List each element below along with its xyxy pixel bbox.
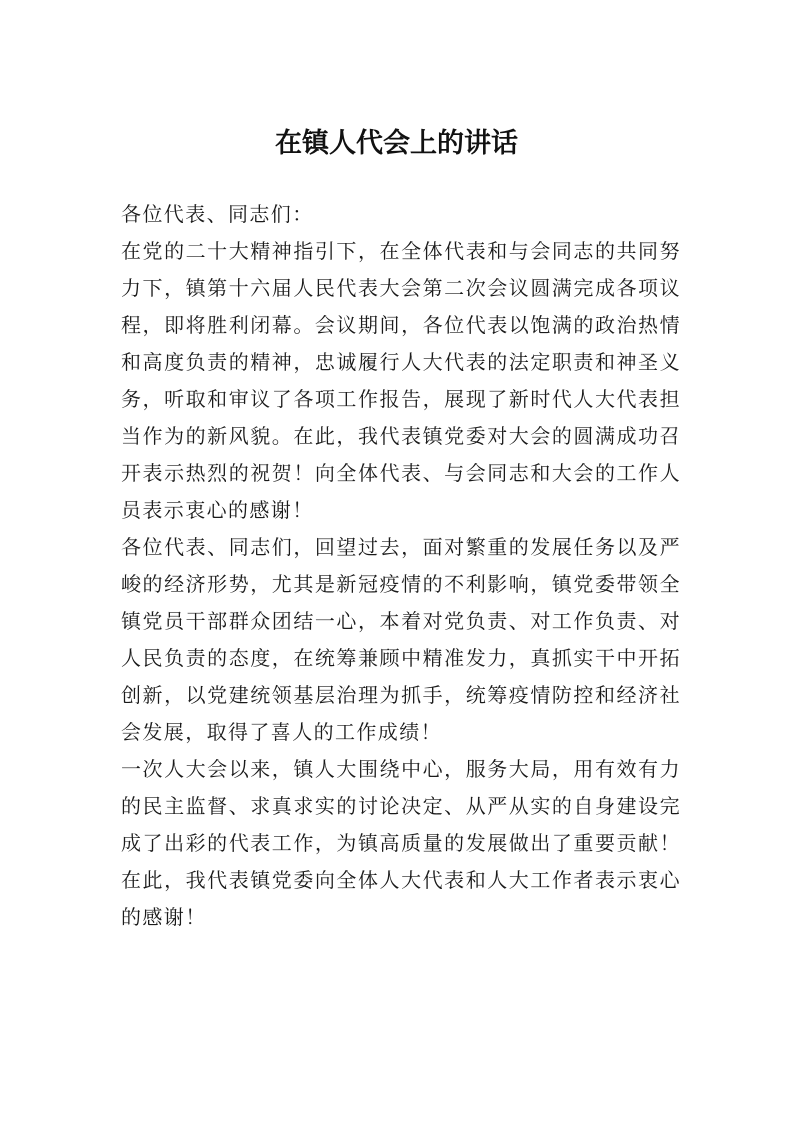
- body-paragraph: 各位代表、同志们，回望过去，面对繁重的发展任务以及严峻的经济形势，尤其是新冠疫情的不利影响，镇党委带领全镇党员干部群众团结一心，本着对党负责、对工作负责、对人民负责的态度，在统筹兼顾中精准发力，真抓实干中开拓创新，以党建统领基层治理为抓手，统筹疫情防控和经济社会发展，取得了喜人的工作成绩！: [121, 535, 681, 744]
- body-paragraph: 一次人大会以来，镇人大围绕中心，服务大局，用有效有力的民主监督、求真求实的讨论决定、从严从实的自身建设完成了出彩的代表工作，为镇高质量的发展做出了重要贡献！在此，我代表镇党委向全体人大代表和人大工作者表示衷心的感谢！: [121, 757, 681, 929]
- body-paragraph: 在党的二十大精神指引下，在全体代表和与会同志的共同努力下，镇第十六届人民代表大会第二次会议圆满完成各项议程，即将胜利闭幕。会议期间，各位代表以饱满的政治热情和高度负责的精神，忠诚履行人大代表的法定职责和神圣义务，听取和审议了各项工作报告，展现了新时代人大代表担当作为的新风貌。在此，我代表镇党委对大会的圆满成功召开表示热烈的祝贺！向全体代表、与会同志和大会的工作人员表示衷心的感谢！: [121, 239, 681, 522]
- salutation-paragraph: 各位代表、同志们：: [121, 202, 314, 226]
- document-title: 在镇人代会上的讲话: [275, 128, 518, 159]
- document-body: [121, 196, 681, 936]
